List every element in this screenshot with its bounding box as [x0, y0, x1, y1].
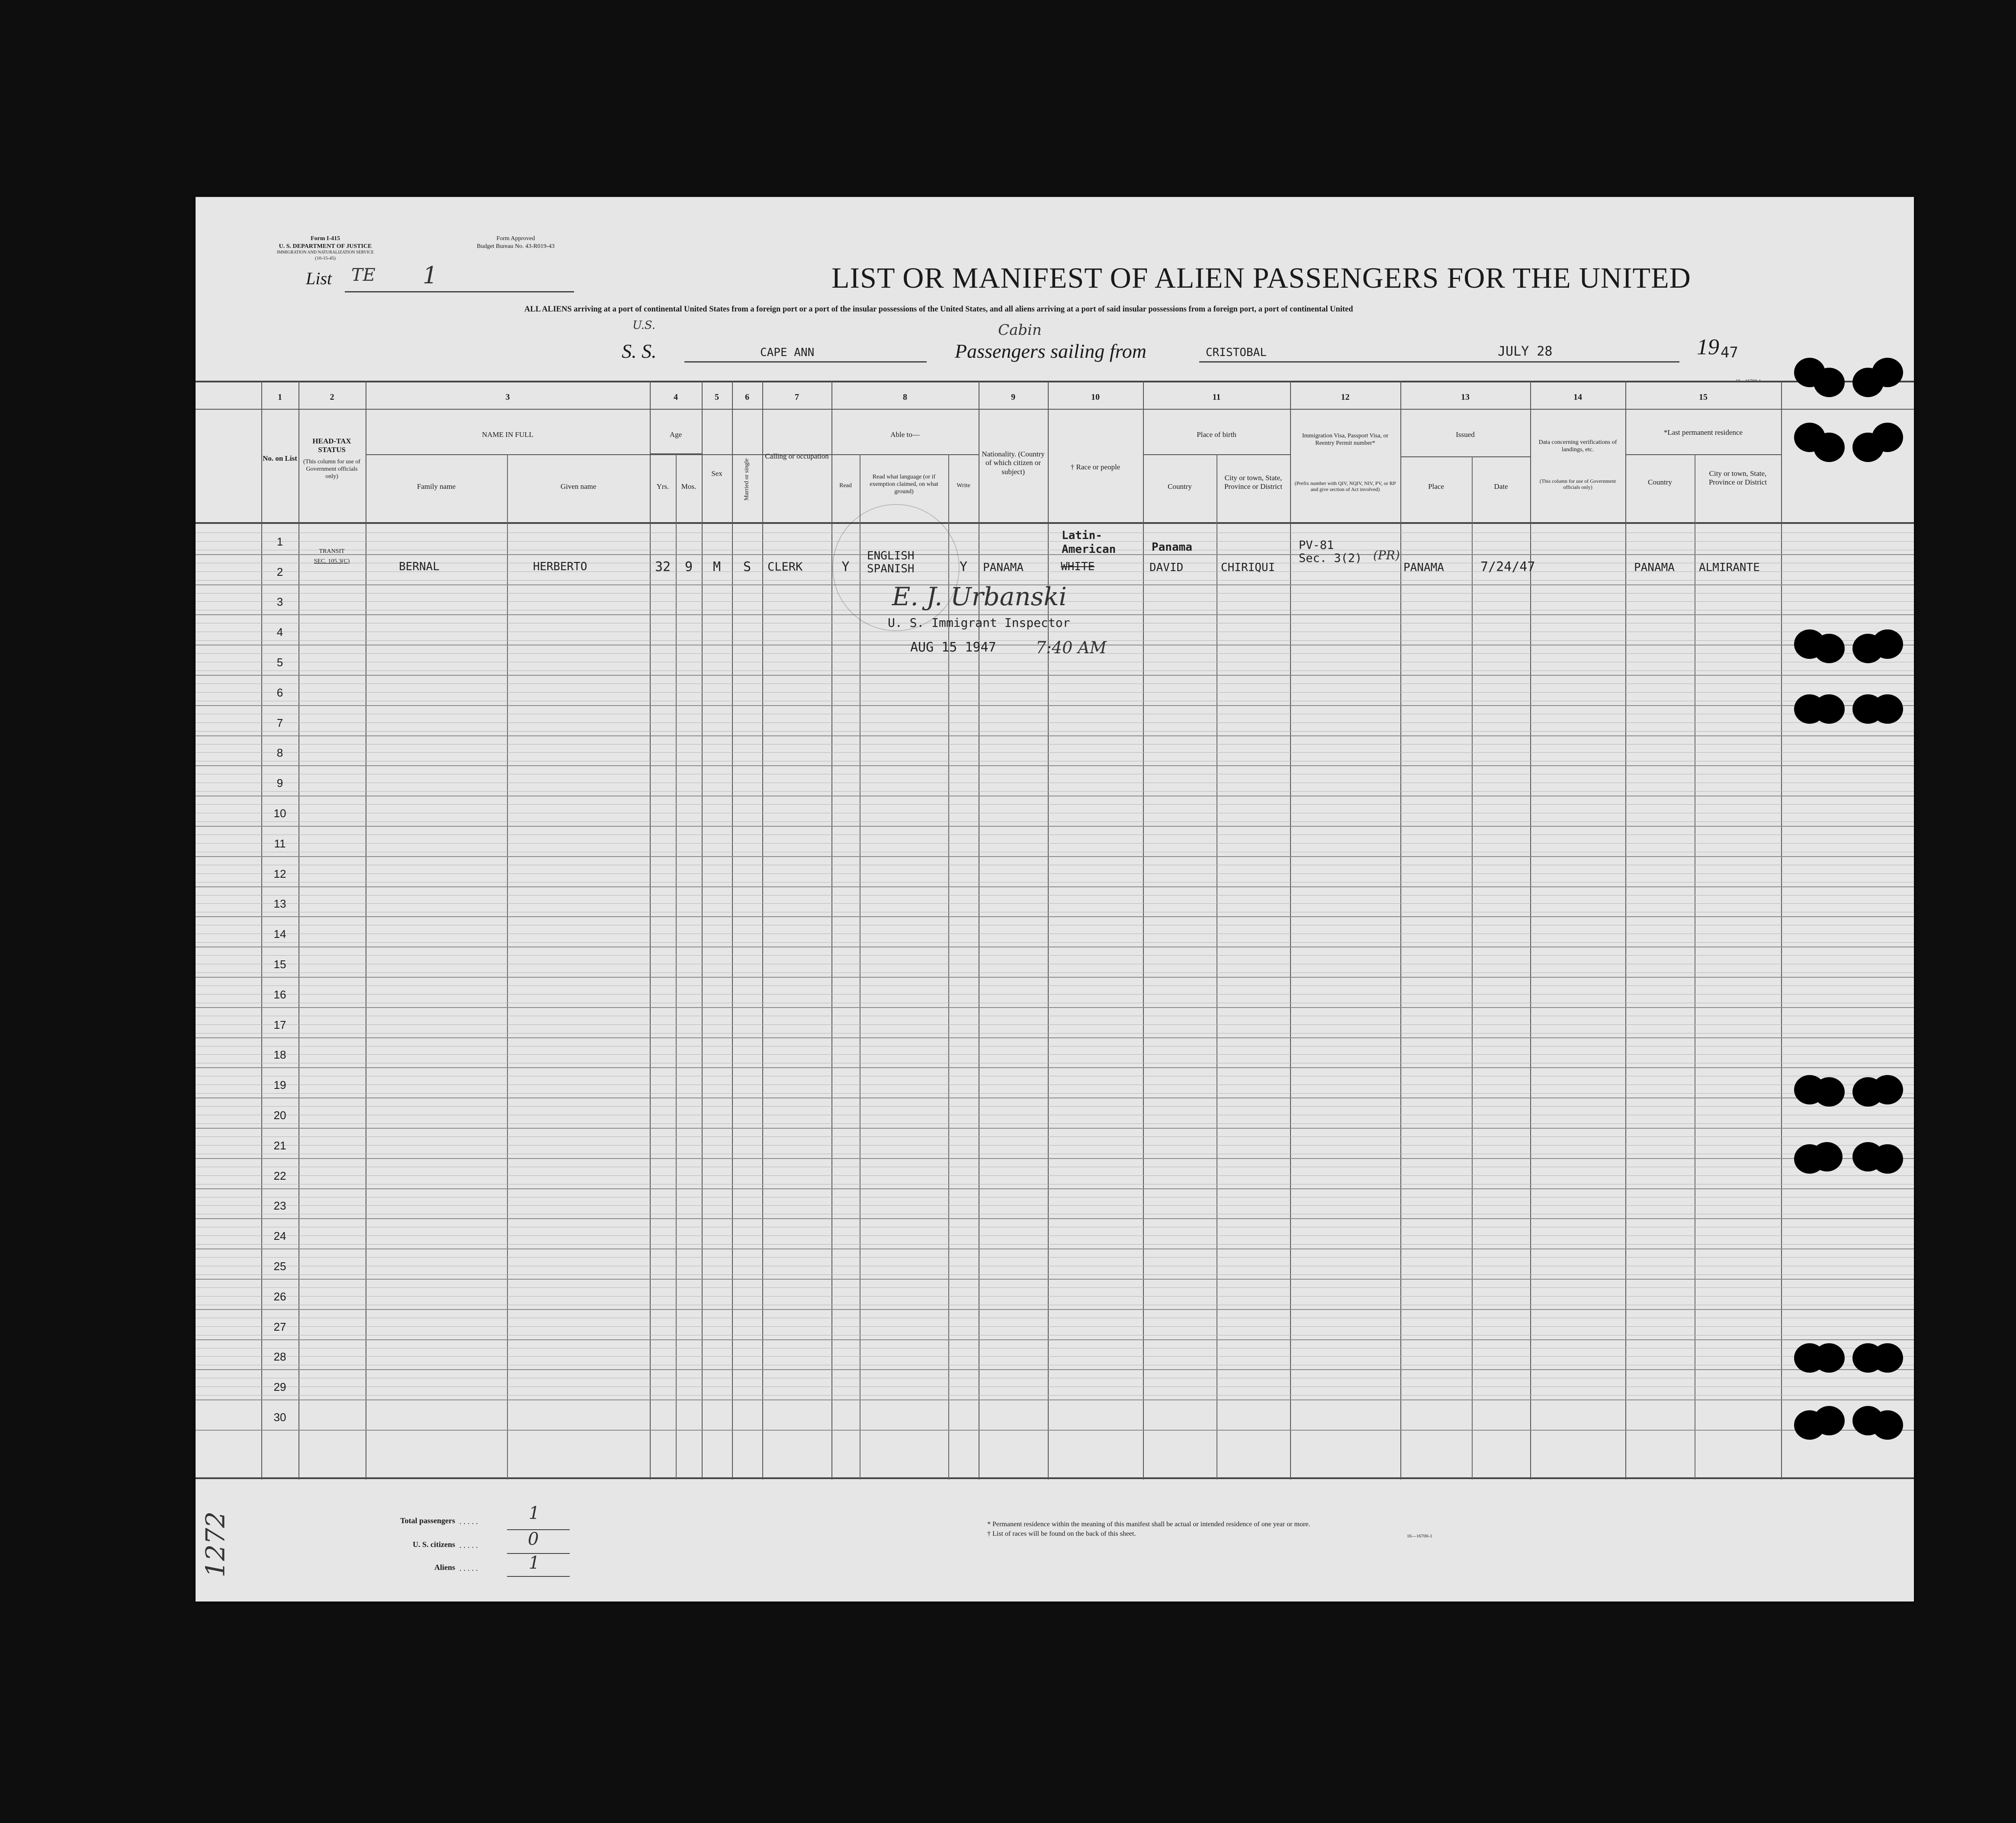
row-rule — [196, 1067, 1914, 1068]
ruled-line — [196, 1136, 1914, 1137]
row-rule — [196, 675, 1914, 676]
column-divider — [762, 381, 763, 1480]
inspection-time: 7:40 AM — [1036, 638, 1107, 657]
punch-hole — [1872, 629, 1903, 659]
column-number: 5 — [715, 392, 719, 402]
entry-visa-2: Sec. 3(2) — [1299, 552, 1362, 565]
punch-hole — [1872, 1343, 1903, 1373]
header-issued: Issued — [1456, 430, 1475, 439]
entry-nationality: PANAMA — [983, 561, 1024, 574]
header-residence-city: City or town, State, Province or District — [1708, 469, 1767, 487]
ruled-line — [196, 843, 1914, 844]
punch-hole — [1814, 694, 1845, 724]
row-rule — [196, 856, 1914, 857]
header-landings-note: (This column for use of Government officials only) — [1539, 478, 1616, 491]
ship-prefix-hand: U.S. — [632, 319, 655, 332]
header-head-tax: HEAD-TAX STATUS — [312, 437, 351, 454]
list-hand-mark: TE — [351, 265, 376, 285]
ruled-line — [196, 1054, 1914, 1055]
header-able-to: Able to— — [890, 430, 920, 439]
ruled-line — [196, 942, 1914, 943]
row-number: 5 — [276, 656, 283, 669]
row-number: 1 — [276, 535, 283, 548]
entry-age-months: 9 — [684, 559, 693, 575]
row-rule — [196, 1430, 1914, 1431]
punch-hole — [1872, 1410, 1903, 1440]
aliens-underline — [507, 1576, 570, 1577]
header-issued-date: Date — [1494, 482, 1508, 491]
header-bottom-rule — [196, 522, 1914, 524]
ruled-line — [196, 1106, 1914, 1107]
row-rule — [196, 1007, 1914, 1008]
row-number: 19 — [273, 1078, 286, 1092]
entry-race-line-2: American — [1062, 543, 1116, 556]
column-divider — [261, 381, 262, 1480]
subcolumn-divider — [507, 454, 508, 1480]
column-number: 9 — [1011, 392, 1015, 402]
row-rule — [196, 1399, 1914, 1400]
ss-label: S. S. — [622, 340, 657, 362]
date-underline — [1489, 361, 1679, 363]
punch-hole — [1814, 1406, 1845, 1435]
list-label: List — [306, 269, 332, 288]
column-number: 14 — [1573, 392, 1582, 402]
header-residence-country: Country — [1648, 478, 1672, 486]
ruled-line — [196, 1326, 1914, 1327]
issued-subheader-rule — [1400, 456, 1530, 457]
column-divider — [1143, 381, 1144, 1480]
leader-dots: ..... — [459, 1541, 480, 1550]
column-number: 13 — [1461, 392, 1470, 402]
year-suffix: 47 — [1721, 344, 1738, 361]
entry-read: Y — [841, 559, 850, 575]
ruled-line — [196, 834, 1914, 835]
column-divider — [831, 381, 832, 1480]
column-number: 1 — [278, 392, 282, 402]
column-divider — [1290, 381, 1291, 1480]
header-race: † Race or people — [1070, 463, 1120, 471]
punch-hole — [1872, 1075, 1903, 1104]
class-hand: Cabin — [998, 321, 1042, 339]
header-age-months: Mos. — [681, 482, 697, 491]
row-number: 14 — [273, 928, 286, 941]
punch-hole — [1814, 368, 1845, 397]
row-rule — [196, 886, 1914, 887]
punch-hole — [1814, 634, 1845, 663]
ruled-line — [196, 873, 1914, 874]
header-married: Married or single — [743, 458, 750, 501]
entry-given-name: HERBERTO — [533, 560, 587, 573]
row-number: 27 — [273, 1320, 286, 1333]
row-rule — [196, 1279, 1914, 1280]
manifest-title: LIST OR MANIFEST OF ALIEN PASSENGERS FOR THE UNITED — [831, 261, 1691, 294]
row-number: 11 — [274, 837, 286, 850]
approval-block — [451, 235, 581, 250]
entry-birth-city: CHIRIQUI — [1221, 561, 1275, 574]
column-divider — [1048, 381, 1049, 1480]
row-number: 15 — [273, 958, 286, 971]
total-passengers-label: Total passengers — [400, 1516, 455, 1525]
entry-visa-hand: (PR) — [1373, 548, 1400, 562]
ruled-line — [196, 541, 1914, 542]
inspector-signature: E. J. Urbanski — [892, 582, 1067, 611]
header-no-on-list: No. on List — [263, 454, 297, 462]
entry-language-1: ENGLISH — [867, 549, 915, 562]
entry-visa-1: PV-81 — [1299, 539, 1334, 552]
manifest-subtitle: ALL ALIENS arriving at a port of continental United States from a foreign port or a port of the insular possessions of the United States, and all aliens arriving at a port of said insular possessions from a foreign port, a port of continental United — [524, 305, 1353, 314]
punch-hole — [1811, 1142, 1843, 1171]
header-read: Read — [839, 482, 852, 489]
entry-race-struck: WHITE — [1061, 560, 1095, 573]
subcolumn-divider — [676, 454, 677, 1480]
ruled-line — [196, 1244, 1914, 1245]
row-rule — [196, 1037, 1914, 1038]
entry-marital-status: S — [743, 559, 751, 575]
row-number: 9 — [276, 777, 283, 790]
header-sex: Sex — [711, 469, 722, 478]
row-rule — [196, 826, 1914, 827]
header-birth-country: Country — [1168, 482, 1192, 491]
header-issued-place: Place — [1428, 482, 1444, 491]
column-number: 12 — [1341, 392, 1350, 402]
form-number: Form I-415 — [310, 235, 340, 242]
inspector-title: U. S. Immigrant Inspector — [888, 616, 1070, 630]
punch-hole — [1872, 1144, 1903, 1174]
row-rule — [196, 765, 1914, 766]
column-number: 2 — [330, 392, 334, 402]
ruled-line — [196, 1274, 1914, 1275]
ruled-line — [196, 1024, 1914, 1025]
entry-head-tax-2: SEC. 105.3(C) — [314, 558, 350, 565]
header-nationality: Nationality. (Country of which citizen or subject) — [982, 450, 1045, 476]
entry-birth-country: Panama — [1152, 541, 1192, 554]
row-number: 4 — [276, 626, 283, 639]
column-number: 11 — [1212, 392, 1221, 402]
header-visa-note: (Prefix number with QIV, NQIV, NIV, PV, or RP and give section of Act involved) — [1294, 480, 1396, 493]
list-underline — [345, 291, 574, 292]
entry-family-name: BERNAL — [399, 560, 440, 573]
row-number: 23 — [273, 1199, 286, 1213]
ruled-line — [196, 882, 1914, 883]
column-divider — [650, 381, 651, 1480]
row-number: 28 — [273, 1350, 286, 1364]
ruled-line — [196, 1356, 1914, 1357]
budget-number: Budget Bureau No. 43-R019-43 — [477, 243, 555, 250]
row-number: 8 — [276, 746, 283, 760]
entry-issued-date: 7/24/47 — [1480, 559, 1535, 575]
ruled-line — [196, 744, 1914, 745]
able-subheader-rule — [831, 454, 979, 455]
header-family-name: Family name — [417, 482, 456, 491]
row-rule — [196, 1248, 1914, 1249]
header-given-name: Given name — [560, 482, 597, 491]
header-age-years: Yrs. — [656, 482, 669, 491]
row-number: 22 — [273, 1169, 286, 1182]
entry-race-line-1: Latin- — [1062, 529, 1102, 542]
ruled-line — [196, 804, 1914, 805]
aliens-label: Aliens — [434, 1563, 455, 1572]
header-age: Age — [669, 430, 682, 439]
ruled-line — [196, 1287, 1914, 1288]
entry-residence-country: PANAMA — [1634, 561, 1675, 574]
ruled-line — [196, 1296, 1914, 1297]
row-number: 12 — [273, 867, 286, 880]
column-number: 3 — [505, 392, 510, 402]
column-number: 10 — [1091, 392, 1100, 402]
row-number: 20 — [273, 1109, 286, 1122]
ruled-line — [196, 972, 1914, 973]
ruled-line — [196, 903, 1914, 904]
total-passengers-value: 1 — [529, 1503, 540, 1523]
row-number: 6 — [276, 686, 283, 699]
column-number: 8 — [903, 392, 907, 402]
punch-hole — [1814, 1077, 1845, 1107]
row-number: 17 — [273, 1018, 286, 1031]
row-rule — [196, 1339, 1914, 1340]
column-divider — [1530, 381, 1531, 1480]
us-citizens-label: U. S. citizens — [413, 1540, 455, 1549]
leader-dots: ..... — [459, 1564, 480, 1573]
row-number: 30 — [273, 1411, 286, 1424]
approval: Form Approved — [496, 235, 535, 242]
footnote-code: 16—16700-1 — [1407, 1534, 1432, 1539]
entry-sex: M — [713, 559, 721, 575]
header-read-language: Read what language (or if exemption claimed, on what ground) — [870, 474, 938, 495]
row-rule — [196, 977, 1914, 978]
ruled-line — [196, 752, 1914, 753]
ruled-line — [196, 791, 1914, 792]
entry-head-tax-1: TRANSIT — [319, 548, 345, 555]
header-place-of-birth: Place of birth — [1197, 430, 1236, 439]
ruled-line — [196, 722, 1914, 723]
ruled-line — [196, 731, 1914, 732]
table-top-rule — [196, 381, 1914, 382]
year-prefix: 19 — [1697, 335, 1719, 359]
entry-age-years: 32 — [655, 559, 671, 575]
entry-residence-city: ALMIRANTE — [1699, 561, 1760, 574]
row-number: 18 — [273, 1048, 286, 1062]
row-number: 21 — [273, 1139, 286, 1152]
departure-port: CRISTOBAL — [1206, 346, 1267, 359]
entry-birth-country-typed: DAVID — [1149, 561, 1184, 574]
ruled-line — [196, 1175, 1914, 1176]
row-rule — [196, 1188, 1914, 1189]
entry-write: Y — [959, 559, 968, 575]
row-number: 29 — [273, 1380, 286, 1394]
department: U. S. DEPARTMENT OF JUSTICE — [279, 243, 372, 250]
row-rule — [196, 1369, 1914, 1370]
row-rule — [196, 1128, 1914, 1129]
column-divider — [1625, 381, 1626, 1480]
header-landings: Data concerning verifications of landings, etc. — [1538, 439, 1617, 453]
row-number: 7 — [276, 716, 283, 729]
row-number: 13 — [273, 897, 286, 911]
column-number: 6 — [745, 392, 749, 402]
row-rule — [196, 1309, 1914, 1310]
leader-dots: ..... — [459, 1517, 480, 1526]
form-identifier — [269, 235, 382, 261]
us-citizens-value: 0 — [528, 1529, 539, 1549]
punch-hole — [1872, 423, 1903, 452]
sailing-date: JULY 28 — [1498, 344, 1553, 359]
column-number-rule — [196, 409, 1914, 410]
side-handwritten-number: 1272 — [200, 1511, 231, 1578]
list-number: 1 — [423, 262, 438, 289]
entry-occupation: CLERK — [767, 560, 803, 574]
header-occupation: Calling or occupation — [765, 452, 829, 460]
column-divider — [1400, 381, 1401, 1480]
ruled-line — [196, 1257, 1914, 1258]
row-rule — [196, 735, 1914, 736]
manifest-sheet — [196, 197, 1914, 1602]
punch-hole — [1814, 433, 1845, 462]
footnote-races: † List of races will be found on the back of this sheet. — [987, 1530, 1136, 1537]
aliens-value: 1 — [529, 1553, 540, 1573]
column-divider — [1781, 381, 1782, 1480]
row-rule — [196, 705, 1914, 706]
entry-language-2: SPANISH — [867, 562, 915, 575]
ruled-line — [196, 1205, 1914, 1206]
header-visa: Immigration Visa, Passport Visa, or Reentry Permit number* — [1302, 433, 1389, 446]
row-number: 16 — [273, 988, 286, 1001]
ship-name: CAPE ANN — [760, 346, 815, 359]
ruled-line — [196, 692, 1914, 693]
entry-issued-place: PANAMA — [1403, 561, 1444, 574]
header-birth-city: City or town, State, Province or District — [1224, 474, 1283, 491]
row-rule — [196, 554, 1914, 555]
inspection-date: AUG 15 1947 — [910, 640, 996, 655]
row-number: 3 — [276, 595, 283, 609]
row-number: 10 — [273, 807, 286, 820]
header-head-tax-note: (This column for use of Government officials only) — [303, 459, 361, 480]
row-rule — [196, 916, 1914, 917]
ruled-line — [196, 1123, 1914, 1124]
column-divider — [702, 381, 703, 1480]
sailing-label: Passengers sailing from — [955, 340, 1146, 362]
ruled-line — [196, 994, 1914, 995]
edition: (10-15-45) — [315, 255, 336, 261]
column-number: 15 — [1699, 392, 1708, 402]
header-last-residence: *Last permanent residence — [1663, 428, 1743, 436]
service: IMMIGRATION AND NATURALIZATION SERVICE — [277, 250, 374, 255]
row-rule — [196, 1218, 1914, 1219]
column-number: 7 — [795, 392, 799, 402]
punch-hole — [1872, 694, 1903, 724]
header-name-in-full: NAME IN FULL — [482, 430, 533, 439]
ruled-line — [196, 985, 1914, 986]
row-number: 25 — [273, 1260, 286, 1273]
ruled-line — [196, 1395, 1914, 1396]
column-number: 4 — [674, 392, 678, 402]
header-write: Write — [957, 482, 970, 489]
row-number: 26 — [273, 1290, 286, 1303]
faint-circle-stamp — [832, 504, 960, 631]
ruled-line — [196, 1093, 1914, 1094]
ship-underline — [684, 361, 927, 363]
footnote-residence: * Permanent residence within the meaning of this manifest shall be actual or intended residence of one year or more. — [987, 1521, 1310, 1528]
row-rule — [196, 1158, 1914, 1159]
punch-hole — [1872, 358, 1903, 387]
column-divider — [732, 381, 733, 1480]
ruled-line — [196, 1145, 1914, 1146]
ruled-line — [196, 955, 1914, 956]
table-bottom-rule — [196, 1477, 1914, 1479]
row-number: 2 — [276, 565, 283, 578]
row-number: 24 — [273, 1229, 286, 1243]
ruled-line — [196, 580, 1914, 581]
punch-hole — [1814, 1343, 1845, 1373]
residence-subheader-rule — [1625, 454, 1781, 455]
